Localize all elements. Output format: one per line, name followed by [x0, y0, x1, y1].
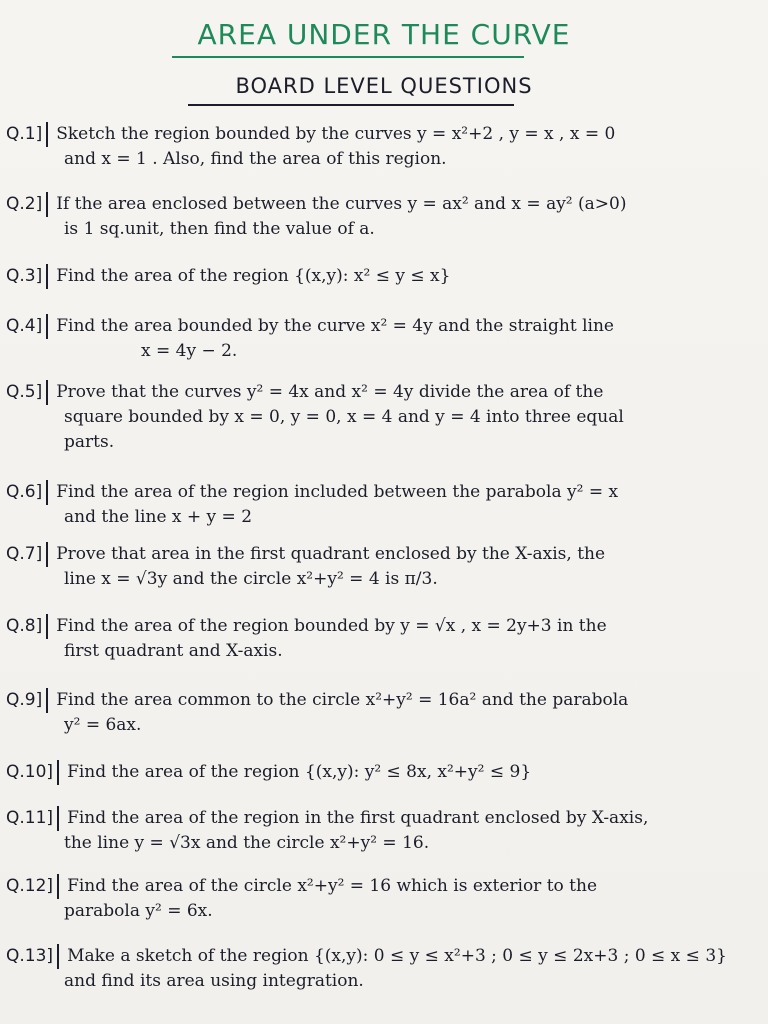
question-text: and x = 1 . Also, find the area of this region.: [64, 149, 447, 169]
question-text: and the line x + y = 2: [64, 507, 253, 527]
question-9: [6, 688, 758, 738]
page-subtitle: BOARD LEVEL QUESTIONS: [235, 74, 533, 98]
question-5: [6, 380, 758, 455]
question-10-line-1: [6, 760, 758, 785]
question-text: Prove that area in the first quadrant enclosed by the X-axis, the: [56, 544, 606, 564]
question-6: [6, 480, 758, 530]
question-7: [6, 542, 758, 592]
question-12-line-1: [6, 874, 758, 899]
question-number: Q.6]: [6, 480, 48, 505]
question-text: first quadrant and X-axis.: [64, 641, 283, 661]
question-6-line-1: [6, 480, 758, 505]
question-number: Q.9]: [6, 688, 48, 713]
question-text: line x = √3y and the circle x²+y² = 4 is π/3.: [64, 569, 438, 589]
question-number: Q.11]: [6, 806, 59, 831]
question-text: If the area enclosed between the curves y = ax² and x = ay² (a>0): [56, 194, 627, 214]
question-4-line-1: [6, 314, 758, 339]
question-1: [6, 122, 758, 172]
question-8: [6, 614, 758, 664]
question-text: Find the area of the region in the first quadrant enclosed by X-axis,: [67, 808, 649, 828]
question-text: the line y = √3x and the circle x²+y² = 16.: [64, 833, 430, 853]
question-2: [6, 192, 758, 242]
question-3-line-1: [6, 264, 758, 289]
question-12: [6, 874, 758, 924]
question-text: Find the area bounded by the curve x² = 4y and the straight line: [56, 316, 614, 336]
question-text: Find the area of the region included between the parabola y² = x: [56, 482, 619, 502]
question-text: Prove that the curves y² = 4x and x² = 4y divide the area of the: [56, 382, 604, 402]
question-number: Q.2]: [6, 192, 48, 217]
question-number: Q.8]: [6, 614, 48, 639]
question-text: x = 4y − 2.: [141, 341, 238, 361]
subtitle-underline: [188, 104, 514, 106]
question-13-line-1: [6, 944, 758, 969]
question-11-line-1: [6, 806, 758, 831]
question-text: Find the area of the circle x²+y² = 16 which is exterior to the: [67, 876, 598, 896]
question-10: [6, 760, 758, 785]
question-number: Q.13]: [6, 944, 59, 969]
question-text: Find the area common to the circle x²+y² = 16a² and the parabola: [56, 690, 629, 710]
question-text: Sketch the region bounded by the curves y = x²+2 , y = x , x = 0: [56, 124, 616, 144]
question-text: Find the area of the region {(x,y): x² ≤ y ≤ x}: [56, 266, 451, 286]
question-number: Q.10]: [6, 760, 59, 785]
page-title: AREA UNDER THE CURVE: [197, 18, 571, 51]
question-2-line-1: [6, 192, 758, 217]
question-11: [6, 806, 758, 856]
question-5-line-1: [6, 380, 758, 405]
question-text: Make a sketch of the region {(x,y): 0 ≤ y ≤ x²+3 ; 0 ≤ y ≤ 2x+3 ; 0 ≤ x ≤ 3}: [67, 946, 727, 966]
title-underline: [172, 56, 524, 58]
question-3: [6, 264, 758, 289]
question-text: Find the area of the region {(x,y): y² ≤ 8x, x²+y² ≤ 9}: [67, 762, 532, 782]
question-text: y² = 6ax.: [64, 715, 142, 735]
question-text: parts.: [64, 432, 115, 452]
question-9-line-1: [6, 688, 758, 713]
question-number: Q.5]: [6, 380, 48, 405]
question-13: [6, 944, 758, 994]
question-text: is 1 sq.unit, then find the value of a.: [64, 219, 375, 239]
question-number: Q.7]: [6, 542, 48, 567]
question-1-line-1: [6, 122, 758, 147]
question-number: Q.12]: [6, 874, 59, 899]
question-8-line-1: [6, 614, 758, 639]
question-number: Q.4]: [6, 314, 48, 339]
question-text: Find the area of the region bounded by y = √x , x = 2y+3 in the: [56, 616, 607, 636]
question-text: parabola y² = 6x.: [64, 901, 213, 921]
question-text: and find its area using integration.: [64, 971, 364, 991]
question-text: square bounded by x = 0, y = 0, x = 4 and y = 4 into three equal: [64, 407, 624, 427]
question-4: [6, 314, 758, 364]
question-7-line-1: [6, 542, 758, 567]
question-number: Q.1]: [6, 122, 48, 147]
question-number: Q.3]: [6, 264, 48, 289]
